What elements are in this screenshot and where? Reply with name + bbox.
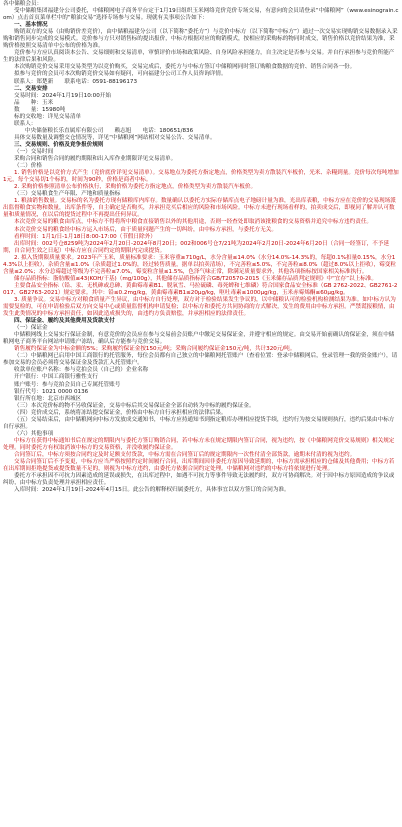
section-1-para-2: 竞价参与方应认真阅读本公告、交易细则和交易清单，审慎评价市场和政策风险、自身风险承担能力，自主决定是否参与交易。并自行承担参与竞价所能产生的法律后果和风险。 xyxy=(3,50,395,64)
section-1-para-1: 购销双方的交易（由购销价差竞价），由中储粮福建分公司（以下简称“委托方”）与竞价中标方（以下简称“中标方”）通过一次交易实现购销交易数据录入采购和销售同步完成的交易模式。竞价参与方只对销售标的提出报价，中标方根据对应的购销模式，按相应的采购标的物同时成交，销售价格以竞价结果为准，采购价格按照交易清单中公布的价格为准。 xyxy=(3,29,398,50)
subsection-heading: （一）保证金 xyxy=(14,325,48,332)
trade-item: 数 量：15980吨 xyxy=(14,106,66,113)
usage-rule: 本次竞价交易的粮食由库点，中标方不得将所中粮食直接销售以外的其他用途，否则一经查处即取消该批粮食的交易资格并追究中标方违约责任。 xyxy=(14,219,373,226)
section-3-1-para: 采购合同和销售合同的履约期限和出入库作业期限详见交易清单。 xyxy=(14,156,177,163)
other-para-1: 中标方在获得中标通知书后在规定的期限内与委托方签订购销合同，若中标方未在规定期限内签订合同，视为违约，按《中储粮网竞价交易规则》相关规定处理。同时委托方有权取消该中标方的交易资格，并没收履约保证金。 xyxy=(3,437,395,451)
section-1-para-3: 本次购销竞价交易采用交易类型为以竞价购买，交易完成后，委托方与中标方签订中储粮网同时签订购粮食数据的竞价、销售合同各一份。 xyxy=(14,64,356,71)
price-rule-1: 1. 销售价格是以竞价方式产生（竞价底价详见交易清单）。交易地点为委托方指定地点，价格类型为卖方散装汽车板价，光米、杂糧到量。竞价每次每吨增加1元，每个交易切1个标的，时间为90秒，价格是商者中标。 xyxy=(3,170,399,184)
intro-paragraph: 受中储粮集团福建分公司委托，中储粮网电子商务平台定于1月19日组织玉米网络竞价竞价专场交易，有意向的会员请登录“中储粮网”（www.esinograin.com）点击首页菜单栏中的“粮油交易”选择专场参与交易。现就有关事项公告如下： xyxy=(3,8,399,22)
trade-unit: 中央储备粮长乐直属库有限公司 赖志旭 电话：180651/836 xyxy=(25,127,194,134)
other-para-3: 交易合同签订后不予变更，中标方应当严格按照约定时间履行合同，出库期间因非委托方原因导致延期的，中标方需承担相应的仓储及其他费用；中标方若在出库期间拒绝提货或提货数量不足的，则视为中标方违约，由委托方依据合同约定处理。中储粮网对违约的中标方将依规进行处理。 xyxy=(3,459,395,473)
deposit-para-5: （五）交易结束后，由中储粮网向中标方发放成交通知书，中标方应持通知书到指定粮库办理相应提货手续，违约行为按交易规则执行，违约后果由中标方自行承担。 xyxy=(3,416,395,430)
deposit-para-4: （四）竞价成交后，系统将冻结提交保证金，价格由中标方自行承担相应的法律后果。 xyxy=(14,409,227,416)
section-1-contact: 联系人：郑楚新 联系电话：0591-88196173 xyxy=(14,78,138,85)
closing-line: 入库时间：2024年1月19日-2024年4月15日。此公告的解释权归属委托方，具体事宜以双方签订的合同为准。 xyxy=(14,487,290,494)
subsection-heading: （一）交易时间 xyxy=(14,148,54,155)
trade-item: 品 种：玉米 xyxy=(14,99,54,106)
bank-line: 账户账号：参与竞拍会员自己专属托管账号 xyxy=(14,381,121,388)
deposit-para-3: （三）本次竞价标的物不另收保证金，交易中标后其交易保证金全部自动转为中标的履约保证金。 xyxy=(14,402,255,409)
quantity-rule: 1. 粮油销售数量。交易标的名为委托方现有储粮库内库存。数量确认以委托方实际存储库点电子地磅计量为准，光出库表粮，中标方应在竞价的交易现场派出监督粮食实物和数量，出库条件等，自主确定是否购买，并承担竞买后相应的风险和市场风险。中标方未进行现场看样的，拍卖成交后，即视同了解并认可数量和质量情况，在以后的提货过程中不再提出任何异议。 xyxy=(3,198,396,219)
deposit-para-2: 销售履约保证金为中标金额的5%；采购履约保证金按150元/吨；采购合同履约保证金150元/吨，共计320元/吨。 xyxy=(14,346,296,353)
storage-quality: 储存品质指标：脂肪酸值≤43(KOH/干基)（mg/100g），其他储存品质指标符合GB/T20570-2015《玉米储存品质判定规则》中“宜存”以上标准。 xyxy=(14,275,377,282)
bank-title: 收款单位账户名称：参与竞拍会员（自己的）企业名称 xyxy=(14,367,149,374)
dispute-rule: 本次竞价交易的粮食经中标方运入市场后，由于质量问题产生的一切纠纷，由中标方承担，与委托方无关。 xyxy=(14,226,277,233)
trade-item: 联系人： xyxy=(14,120,37,127)
quality-dispute: 3. 质量争议。交易中标方对粮食质量产生异议，由中标方自行处理，双方对于检验结果发生争议的，以中储粮认可的检验机构检测结果为准。如中标方认为需要复检的，可在申请检验后双方向交易中心或质量监督机构申请复检；以中标方和委托方共同协商的方式解决，发生的费用由中标方承担。严禁谎报粮情，由发生此类情况的中标方承担责任，如因此造成损失的，由违约方负责赔偿，并承担相应的法律责任。 xyxy=(3,296,396,318)
subsection-heading: （二）价格 xyxy=(14,163,42,170)
section-4-heading: 四、保证金、履约及其他费用及货款支付 xyxy=(14,318,115,325)
section-3-heading: 三、交易规则、价格及竞争报价规则 xyxy=(14,141,104,148)
custody-para: （二）中储粮网已启用中国工商银行的托管服务，每位会员都有自己独立的中储粮网托管账户（查看位置：登录中储粮网后，登录管理一我的资金账户），请参加交易的会员必须将交易保证金及货款汇入托管账户。 xyxy=(3,353,398,367)
trade-item: 标的交收地：详见交易清单 xyxy=(14,113,82,120)
quality-requirements: 2. 拟入货期限质量要求。2023年产玉米，质量标准要求：玉米容重≥710g/L，水分含量≤14.0%（水分14.0%-14.3%的，每超0.1%扣量0.15%，水分14.3%以上拒收），杂质含量≤1.0%（杂质超过1.0%的，经过转售质量，据单以拍卖清场），不完善粒≤5.0%，不完善粒≤8.0%（超过8.0%以上拒收），霉变粒含量≤2.0%；水分总霉超过等级为不完善粒≤7.0%，霉变粒含量≤1.5%，色泽气味正常，除满足质量要求外，其他各项指标按国家相关标准执行。 xyxy=(3,254,396,275)
section-2-heading: 二、交易安排 xyxy=(14,85,48,92)
inspection-time: 看样时间：1月1/日-1月18日8:00-17:00（节假日除外） xyxy=(14,233,156,240)
bank-line: 银行代号：1021 0000 0136 xyxy=(14,388,89,395)
price-rule-2: 2. 采购价格参照清单公布价格执行，采购价格为委托方指定地点，价格类型为卖方散装汽车板价。 xyxy=(14,184,257,191)
section-1-para-4: 拟参与竞价的会员可本次购销竞价交易如有疑问，可向福建分公司工作人员咨询详情。 xyxy=(14,71,227,78)
addressee: 各中储粮会员： xyxy=(3,1,43,7)
bank-line: 开户银行：中国工商银行雅性支行 xyxy=(14,374,98,381)
section-1-heading: 一、基本情况 xyxy=(14,22,48,29)
trade-time: 交易时间：2024年1月19日10:00开始 xyxy=(14,92,111,99)
food-safety: 主要食品安全指标（铅、汞、无机砷或总砷、黄曲霉毒素B1、脱氧雪、马拉硫磷、毒死蜱和七维磷）符合国家食品安全标准（GB 2762-2022、GB2761-2017、GB2763-2021）规定要求。其中：铅≤0.2mg/kg，黄曲霉毒素B1≤20μg/kg，呕吐毒素≤1000μg/kg，玉米赤霉烯酮≤60μg/kg。 xyxy=(3,282,398,296)
delivery-time: 出库时间：002号仓8259吨为2024年2月20日-2024年8月20日；002和006号仓7/21吨为2024年2月20日-2024年6月20日（合同一经签订，不予延期，自合同生效之日起）中标方应在合同约定的期限内完成提货。 xyxy=(3,240,390,254)
subsection-heading: （六）其他事项 xyxy=(14,430,54,437)
bank-line: 银行所在地：北京市西城区 xyxy=(14,395,82,402)
subsection-heading: （三）交易粮食生产年限、产地和质量指标 xyxy=(14,191,121,198)
deposit-para-1: 中储粮网线上交易实行保证金制，有意竞价的会员应在参与交易前会员账户中缴足交易保证金，并遵守相应的规定。由交易开始前确认的保证金，须在中储粮网电子商务平台网站申请账户冻结，确认后方能参与竞价交易。 xyxy=(3,332,395,346)
trade-detail: 具体交易数量及调整交仓情况等，详见“中储粮网”网站相对交易公告、交易清单。 xyxy=(14,134,216,141)
other-para-2: 合同签订后，中标方须按合同约定及时足额支付货款，中标方需在合同签订后的规定期限内一次性付清全部货款，逾期未付清的视为违约。 xyxy=(14,452,356,458)
other-para-4: 委托方不承担因不可抗力因素造成的延误或损失，在出库过程中，如遇不可抗力等事件导致无法履约时，双方可协商解决。对于因中标方原因造成的争议或纠纷，由中标方负责处理并承担相应责任。 xyxy=(3,473,395,487)
